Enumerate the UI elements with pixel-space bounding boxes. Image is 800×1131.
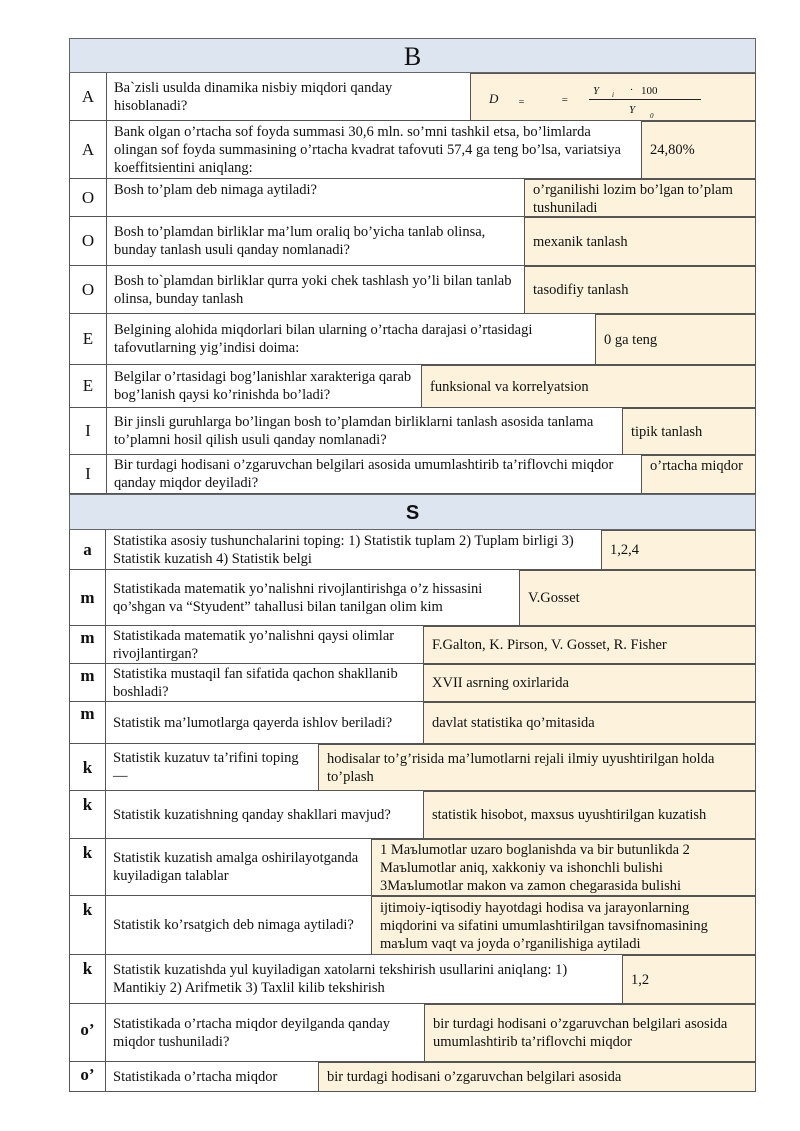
table-row — [69, 266, 756, 314]
row-letter: m — [70, 570, 106, 625]
question-cell: Statistik ma’lumotlarga qayerda ishlov beriladi? — [106, 702, 424, 743]
question-cell: Bank olgan o’rtacha sof foyda summasi 30,6 mln. so’mni tashkil etsa, bo’limlarda olingan sof foyda summasining o’rtacha kvadrat tafovuti 57,4 ga teng bo’lsa, variatsiya koeffitsientini aniqlang: — [107, 121, 642, 178]
answer-cell: F.Galton, K. Pirson, V. Gosset, R. Fisher — [424, 626, 755, 663]
answer-cell: ijtimoiy-iqtisodiy hayotdagi hodisa va jarayonlarning miqdorini va sifatini umumlashtirilgan tavsifnomasining maъlum vaqt va joyda o’rganilishiga aytiladi — [372, 896, 755, 954]
formula-y0: Y — [629, 104, 636, 116]
answer-cell: o’rtacha miqdor — [642, 455, 755, 493]
answer-cell: bir turdagi hodisani o’zgaruvchan belgilari asosida — [319, 1062, 755, 1091]
answer-cell: 1,2,4 — [602, 530, 755, 569]
answer-cell: davlat statistika qo’mitasida — [424, 702, 755, 743]
table-row — [69, 179, 756, 217]
table-row — [69, 702, 756, 744]
row-letter: o’ — [70, 1062, 106, 1091]
question-cell: Bosh to’plam deb nimaga aytiladi? — [107, 179, 525, 216]
row-letter: A — [70, 121, 107, 178]
question-cell: Statistik ko’rsatgich deb nimaga aytiladi? — [106, 896, 372, 954]
formula-eq1: = — [518, 97, 525, 108]
question-cell: Belgining alohida miqdorlari bilan ularning o’rtacha darajasi o’rtasidagi tafovutlarning yig’indisi doima: — [107, 314, 596, 364]
question-cell: Statistik kuzatish amalga oshirilayotganda kuyiladigan talablar — [106, 839, 372, 895]
answer-cell: 24,80% — [642, 121, 755, 178]
question-cell: Statistik kuzatishning qanday shakllari mavjud? — [106, 791, 424, 838]
answer-cell — [471, 73, 755, 120]
row-letter: a — [70, 530, 106, 569]
row-letter: I — [70, 408, 107, 454]
question-cell: Statistikada matematik yo’nalishni rivojlantirishga o’z hissasini qo’shgan va “Styudent” tahallusi bilan tanilgan olim kim — [106, 570, 520, 625]
question-cell: Ba`zisli usulda dinamika nisbiy miqdori qanday hisoblanadi? — [107, 73, 471, 120]
row-letter: k — [70, 955, 106, 1003]
answer-cell: 1,2 — [623, 955, 755, 1003]
row-letter: E — [70, 314, 107, 364]
table-row — [69, 839, 756, 896]
question-cell: Bosh to`plamdan birliklar qurra yoki chek tashlash yo’li bilan tanlab olinsa, bunday tanlash — [107, 266, 525, 313]
table-row — [69, 791, 756, 839]
row-letter: k — [70, 839, 106, 895]
question-cell: Bosh to’plamdan birliklar ma’lum oraliq bo’yicha tanlab olinsa, bunday tanlash usuli qanday nomlanadi? — [107, 217, 525, 265]
question-cell: Statistikada o’rtacha miqdor deyilganda qanday miqdor tushuniladi? — [106, 1004, 425, 1061]
answer-cell: o’rganilishi lozim bo’lgan to’plam tushuniladi — [525, 179, 755, 216]
table-row — [69, 664, 756, 702]
table-row — [69, 217, 756, 266]
question-cell: Statistika asosiy tushunchalarini toping: 1) Statistik tuplam 2) Tuplam birligi 3) Statistik kuzatish 4) Statistik belgi — [106, 530, 602, 569]
table-row — [69, 1004, 756, 1062]
row-letter: m — [70, 664, 106, 701]
table-row — [69, 73, 756, 121]
row-letter: m — [70, 702, 106, 743]
table-row — [69, 121, 756, 179]
question-cell: Bir jinsli guruhlarga bo’lingan bosh to’plamdan birliklarni tanlash asosida tanlama to’plamni hosil qilish usuli qanday nomlanadi? — [107, 408, 623, 454]
row-letter: k — [70, 744, 106, 790]
table-row — [69, 570, 756, 626]
answer-cell: statistik hisobot, maxsus uyushtirilgan kuzatish — [424, 791, 755, 838]
row-letter: O — [70, 179, 107, 216]
row-letter: A — [70, 73, 107, 120]
answer-cell: tasodifiy tanlash — [525, 266, 755, 313]
section-header-s: S — [69, 494, 756, 530]
table-row — [69, 955, 756, 1004]
formula-eq2: = — [561, 94, 569, 106]
row-letter: I — [70, 455, 107, 493]
table-row — [69, 744, 756, 791]
table-row — [69, 365, 756, 408]
formula-dot: · — [630, 84, 633, 96]
table-row — [69, 1062, 756, 1092]
formula-hundred: 100 — [641, 85, 658, 97]
row-letter: o’ — [70, 1004, 106, 1061]
table-row — [69, 408, 756, 455]
formula-sub0: 0 — [650, 112, 654, 120]
answer-cell: 0 ga teng — [596, 314, 755, 364]
formula-sub1: i — [612, 91, 614, 99]
question-cell: Statistik kuzatuv ta’rifini toping — — [106, 744, 319, 790]
question-cell: Belgilar o’rtasidagi bog’lanishlar xarakteriga qarab bog’lanish qaysi ko’rinishda bo’ladi? — [107, 365, 422, 407]
question-cell: Statistik kuzatishda yul kuyiladigan xatolarni tekshirish usullarini aniqlang: 1) Mantikiy 2) Arifmetik 3) Taxlil kilib tekshirish — [106, 955, 623, 1003]
answer-cell: funksional va korrelyatsion — [422, 365, 755, 407]
answer-cell: tipik tanlash — [623, 408, 755, 454]
row-letter: k — [70, 791, 106, 838]
row-letter: O — [70, 217, 107, 265]
answer-cell: XVII asrning oxirlarida — [424, 664, 755, 701]
table-row — [69, 896, 756, 955]
answer-cell: bir turdagi hodisani o’zgaruvchan belgilari asosida umumlashtirib ta’riflovchi miqdor — [425, 1004, 755, 1061]
formula-y1: Y — [593, 85, 600, 97]
row-letter: O — [70, 266, 107, 313]
answer-cell: 1 Maъlumotlar uzaro boglanishda va bir butunlikda 2 Maъlumotlar aniq, xakkoniy va ishonchli bulishi 3Maъlumotlar makon va zamon chegarasida bulishi — [372, 839, 755, 895]
formula-d: D — [489, 91, 499, 106]
question-cell: Statistika mustaqil fan sifatida qachon shakllanib boshladi? — [106, 664, 424, 701]
table-row — [69, 455, 756, 494]
answer-cell: mexanik tanlash — [525, 217, 755, 265]
row-letter: m — [70, 626, 106, 663]
table-row — [69, 626, 756, 664]
section-header-b: B — [69, 38, 756, 73]
question-cell: Statistikada matematik yo’nalishni qaysi olimlar rivojlantirgan? — [106, 626, 424, 663]
row-letter: E — [70, 365, 107, 407]
row-letter: k — [70, 896, 106, 954]
answer-cell: V.Gosset — [520, 570, 755, 625]
fraction-bar — [589, 99, 701, 100]
question-cell: Statistikada o’rtacha miqdor — [106, 1062, 319, 1091]
formula — [471, 74, 755, 120]
answer-cell: hodisalar to’g’risida ma’lumotlarni rejali ilmiy uyushtirilgan holda to’plash — [319, 744, 755, 790]
question-cell: Bir turdagi hodisani o’zgaruvchan belgilari asosida umumlashtirib ta’riflovchi miqdor qanday miqdor deyiladi? — [107, 455, 642, 493]
table-row — [69, 530, 756, 570]
table-row — [69, 314, 756, 365]
